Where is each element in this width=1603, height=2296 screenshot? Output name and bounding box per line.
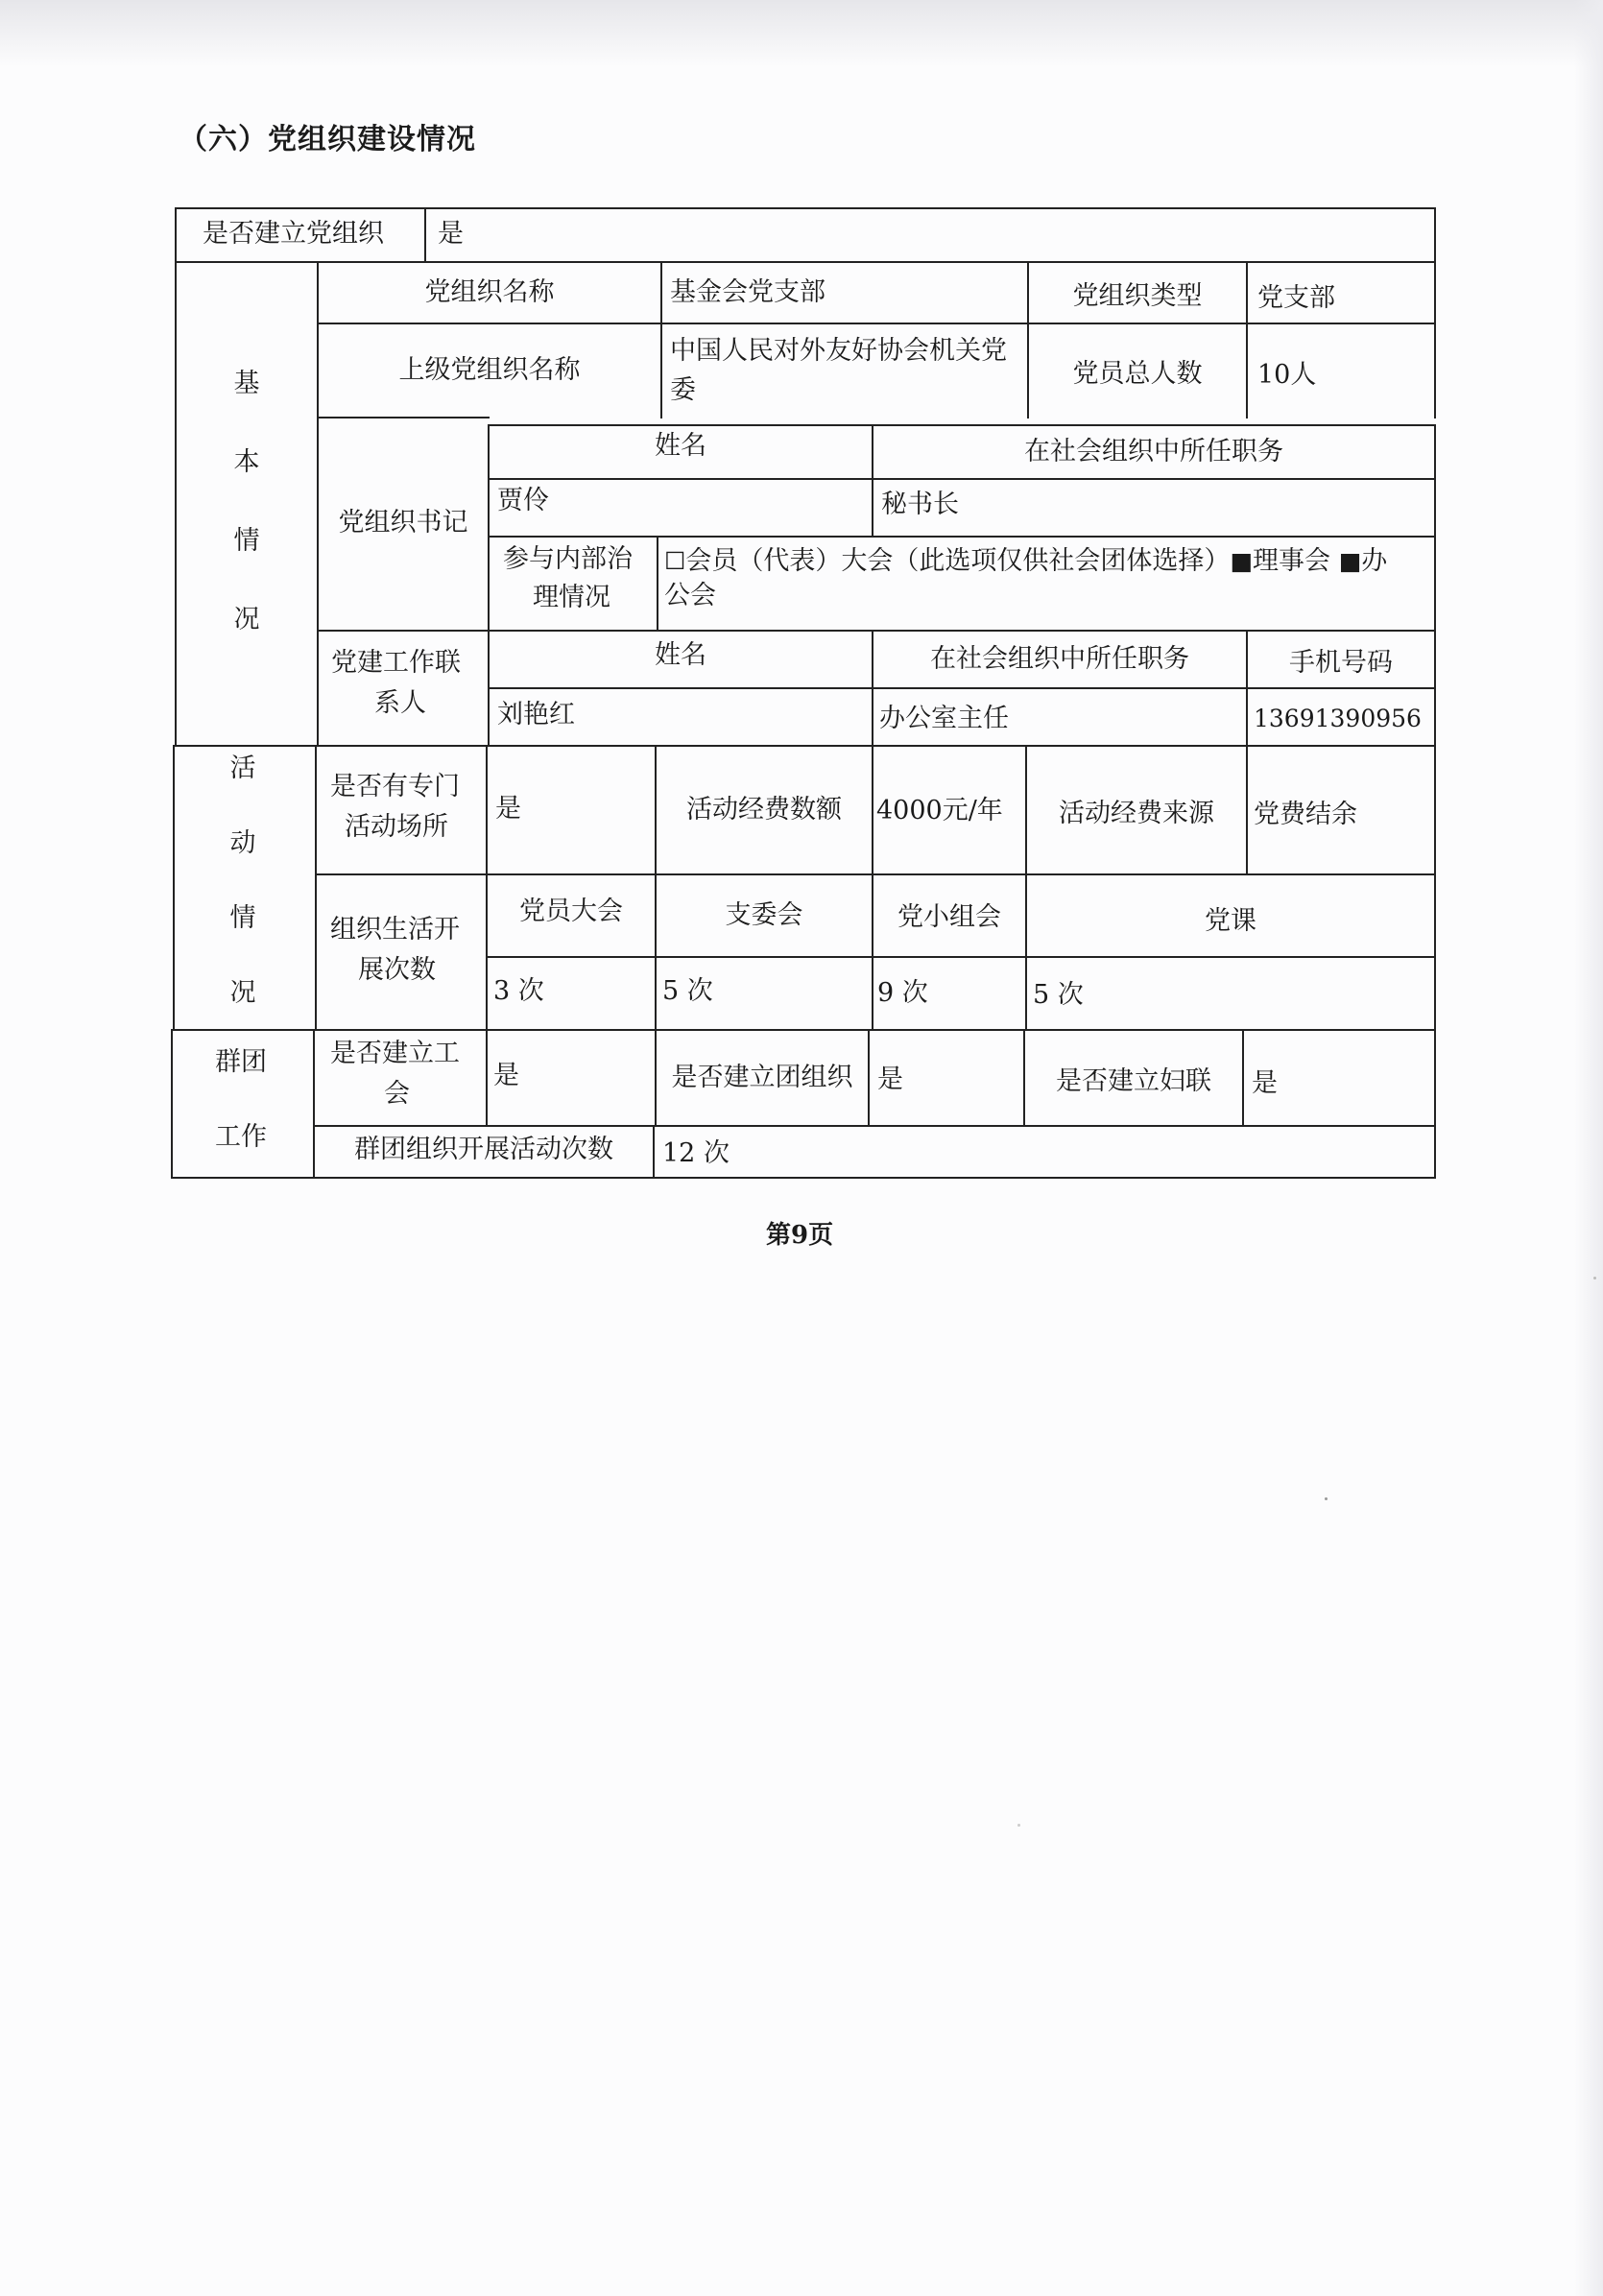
contact-phone-header: 手机号码 (1289, 648, 1393, 678)
scan-top-shadow (0, 0, 1603, 67)
governance-label-line2: 理情况 (533, 583, 610, 612)
governance-label-line1: 参与内部治 (503, 544, 633, 574)
checkbox-checked-icon: ■ (1230, 547, 1254, 575)
governance-options-line1 (664, 543, 1387, 580)
page-number: 第9页 (766, 1221, 834, 1250)
venue-value: 是 (495, 794, 521, 824)
meeting-3-name: 党课 (1205, 906, 1256, 936)
contact-position: 办公室主任 (879, 704, 1009, 733)
established-value-cell (424, 207, 1436, 263)
funds-value: 4000元/年 (876, 796, 1003, 825)
mass-activities-label: 群团组织开展活动次数 (354, 1135, 613, 1164)
scan-right-shadow (1574, 0, 1603, 2296)
members-label: 党员总人数 (1072, 359, 1203, 389)
union-label-line2: 会 (384, 1079, 410, 1109)
option-member-congress: 会员（代表）大会（此选项仅供社会团体选择） (685, 546, 1231, 576)
contact-label-line1: 党建工作联 (331, 648, 461, 678)
venue-label-line1: 是否有专门 (330, 772, 460, 801)
meeting-1-count: 5 次 (662, 976, 713, 1006)
mass-section-title-line1: 群团 (215, 1047, 267, 1077)
contact-phone: 13691390956 (1254, 705, 1422, 732)
activity-section-title: 活 动 情 况 (229, 753, 256, 1008)
established-value: 是 (438, 219, 464, 249)
women-label: 是否建立妇联 (1056, 1066, 1211, 1096)
meeting-2-name: 党小组会 (897, 902, 1001, 932)
source-label: 活动经费来源 (1059, 799, 1214, 828)
contact-name: 刘艳红 (497, 700, 575, 729)
parent-value-line1: 中国人民对外友好协会机关党 (670, 336, 1007, 366)
meeting-0-name: 党员大会 (519, 897, 623, 926)
parent-value-line2: 委 (670, 375, 696, 405)
life-label-line1: 组织生活开 (330, 915, 460, 945)
meeting-3-count-cell (1025, 956, 1436, 1031)
union-label-line1: 是否建立工 (330, 1039, 460, 1068)
section-heading: （六）党组织建设情况 (179, 123, 476, 156)
union-value: 是 (493, 1061, 519, 1090)
mass-activities-cell (653, 1125, 1436, 1179)
secretary-name-header: 姓名 (655, 431, 706, 461)
option-board: 理事会 (1253, 546, 1331, 576)
venue-label-line2: 活动场所 (345, 812, 448, 842)
option-office-meeting-part1: 办 (1361, 546, 1388, 576)
meeting-0-count: 3 次 (493, 976, 544, 1006)
life-label-line2: 展次数 (358, 955, 436, 985)
source-value: 党费结余 (1254, 800, 1357, 829)
org-name-value: 基金会党支部 (670, 277, 825, 307)
basic-section-title: 基 本 情 况 (233, 369, 260, 634)
established-label: 是否建立党组织 (203, 219, 384, 249)
mass-section-title-line2: 工作 (215, 1122, 267, 1152)
meeting-2-count: 9 次 (877, 978, 928, 1008)
secretary-label: 党组织书记 (338, 508, 468, 538)
contact-name-header: 姓名 (655, 640, 706, 670)
org-type-value: 党支部 (1257, 283, 1335, 313)
women-value: 是 (1252, 1068, 1278, 1098)
scan-speck (1325, 1497, 1328, 1500)
funds-label: 活动经费数额 (686, 795, 842, 825)
checkbox-unchecked-icon: ☐ (664, 547, 686, 575)
secretary-position-header: 在社会组织中所任职务 (1024, 437, 1283, 466)
org-type-label: 党组织类型 (1072, 281, 1203, 311)
checkbox-checked-icon: ■ (1338, 547, 1362, 575)
league-label: 是否建立团组织 (671, 1063, 853, 1092)
meeting-1-name: 支委会 (725, 900, 803, 930)
league-value: 是 (877, 1064, 903, 1094)
meeting-3-count: 5 次 (1033, 980, 1084, 1010)
scan-speck (1017, 1824, 1020, 1827)
secretary-name: 贾伶 (497, 486, 549, 515)
governance-options-line2: 公会 (664, 581, 716, 610)
members-value: 10人 (1257, 360, 1317, 390)
contact-position-header: 在社会组织中所任职务 (930, 644, 1189, 674)
parent-label: 上级党组织名称 (398, 355, 581, 385)
scan-speck (1593, 1277, 1596, 1280)
contact-label-line2: 系人 (374, 688, 426, 718)
org-name-label: 党组织名称 (424, 277, 555, 307)
mass-activities-value: 12 次 (662, 1138, 730, 1168)
secretary-position: 秘书长 (881, 490, 959, 519)
